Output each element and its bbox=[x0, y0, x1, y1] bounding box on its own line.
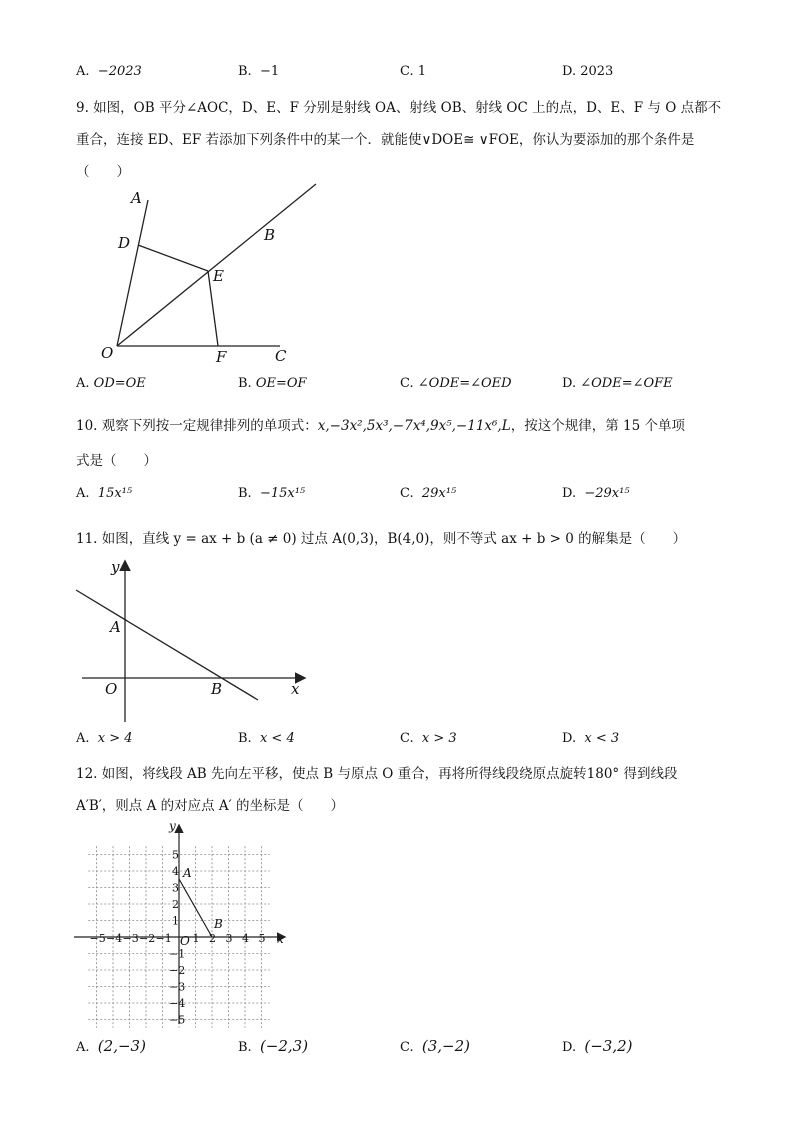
label-c: C bbox=[275, 347, 287, 365]
label-b: B bbox=[214, 917, 223, 931]
q12-stem-line2: A′B′，则点 A 的对应点 A′ 的坐标是（ ） bbox=[76, 798, 345, 814]
label-y: y bbox=[169, 819, 176, 833]
label-y: y bbox=[111, 558, 120, 576]
x-tick-label: 3 bbox=[225, 932, 233, 945]
label-o: O bbox=[101, 344, 114, 362]
x-tick-label: 2 bbox=[209, 932, 216, 945]
q10-option-c[interactable]: C. 29x¹⁵ bbox=[400, 486, 457, 501]
q10-option-d[interactable]: D. −29x¹⁵ bbox=[562, 486, 630, 501]
label-d: D bbox=[118, 234, 131, 252]
q11-stem-line1: 11. 如图，直线 y = ax + b (a ≠ 0) 过点 A(0,3)，B(4,0)，则不等式 ax + b > 0 的解集是（ ） bbox=[76, 531, 687, 547]
q10-stem-line2: 式是（ ） bbox=[76, 453, 157, 469]
y-tick-label: −3 bbox=[169, 980, 186, 994]
q8-option-a[interactable]: A. −2023 bbox=[76, 64, 142, 79]
q9-stem-line2: 重合，连接 ED、EF 若添加下列条件中的某一个．就能使∨DOE≅ ∨FOE，你认为要添加的那个条件是 bbox=[76, 132, 695, 148]
label-a: A bbox=[183, 866, 192, 880]
label-a: A bbox=[110, 618, 121, 636]
q8-option-d[interactable]: D. 2023 bbox=[562, 64, 614, 79]
q9-stem-line1: 9. 如图，OB 平分∠AOC，D、E、F 分别是射线 OA、射线 OB、射线 OC 上的点，D、E、F 与 O 点都不 bbox=[76, 100, 722, 116]
q10-option-a[interactable]: A. 15x¹⁵ bbox=[76, 486, 133, 501]
x-tick-label: 1 bbox=[192, 932, 200, 945]
y-tick-label: 5 bbox=[172, 848, 179, 862]
x-tick-label: −5 bbox=[89, 932, 106, 945]
q12-option-b[interactable]: B. (−2,3) bbox=[238, 1037, 309, 1055]
x-tick-label: −3 bbox=[122, 932, 139, 945]
label-e: E bbox=[213, 267, 224, 285]
q10-stem-line1: 10. 观察下列按一定规律排列的单项式：x,−3x²,5x³,−7x⁴,9x⁵,−11x⁶,L，按这个规律，第 15 个单项 bbox=[76, 418, 685, 434]
y-tick-label: −1 bbox=[169, 947, 186, 961]
label-o: O bbox=[180, 934, 190, 948]
y-tick-label: 4 bbox=[172, 865, 179, 878]
y-tick-label: 2 bbox=[172, 898, 179, 911]
y-tick-label: 1 bbox=[172, 914, 179, 928]
label-x: x bbox=[291, 680, 300, 698]
label-b: B bbox=[264, 226, 276, 244]
label-o: O bbox=[105, 680, 118, 698]
y-tick-label: −2 bbox=[169, 964, 186, 977]
y-tick-label: −4 bbox=[169, 997, 186, 1010]
x-tick-label: −1 bbox=[155, 932, 172, 945]
q8-option-b[interactable]: B. −1 bbox=[238, 64, 280, 79]
x-tick-label: −2 bbox=[139, 932, 156, 945]
x-tick-label: −4 bbox=[106, 932, 123, 945]
y-tick-label: 3 bbox=[172, 881, 179, 895]
q9-option-b[interactable]: B. OE=OF bbox=[238, 376, 307, 391]
q9-option-d[interactable]: D. ∠ODE=∠OFE bbox=[562, 376, 673, 391]
q11-option-c[interactable]: C. x > 3 bbox=[400, 731, 457, 746]
label-f: F bbox=[216, 348, 227, 366]
q12-option-a[interactable]: A. (2,−3) bbox=[76, 1037, 146, 1055]
q9-stem-line3: （ ） bbox=[76, 164, 130, 180]
q12-stem-line1: 12. 如图，将线段 AB 先向左平移，使点 B 与原点 O 重合，再将所得线段绕原点旋转180° 得到线段 bbox=[76, 766, 678, 782]
q12-option-d[interactable]: D. (−3,2) bbox=[562, 1037, 633, 1055]
q12-option-c[interactable]: C. (3,−2) bbox=[400, 1037, 471, 1055]
q9-option-c[interactable]: C. ∠ODE=∠OED bbox=[400, 376, 512, 391]
q8-option-c[interactable]: C. 1 bbox=[400, 64, 427, 79]
q11-option-b[interactable]: B. x < 4 bbox=[238, 731, 295, 746]
q11-option-a[interactable]: A. x > 4 bbox=[76, 731, 133, 746]
x-tick-label: 4 bbox=[242, 932, 249, 945]
q10-option-b[interactable]: B. −15x¹⁵ bbox=[238, 486, 306, 501]
q9-option-a[interactable]: A. OD=OE bbox=[76, 376, 146, 391]
label-b: B bbox=[211, 680, 223, 698]
label-a: A bbox=[131, 189, 142, 207]
q11-option-d[interactable]: D. x < 3 bbox=[562, 731, 620, 746]
q10-sequence: x,−3x²,5x³,−7x⁴,9x⁵,−11x⁶,L bbox=[317, 418, 511, 434]
x-tick-label: 5 bbox=[258, 932, 266, 945]
y-tick-label: −5 bbox=[169, 1013, 186, 1027]
label-x: x bbox=[277, 932, 284, 946]
